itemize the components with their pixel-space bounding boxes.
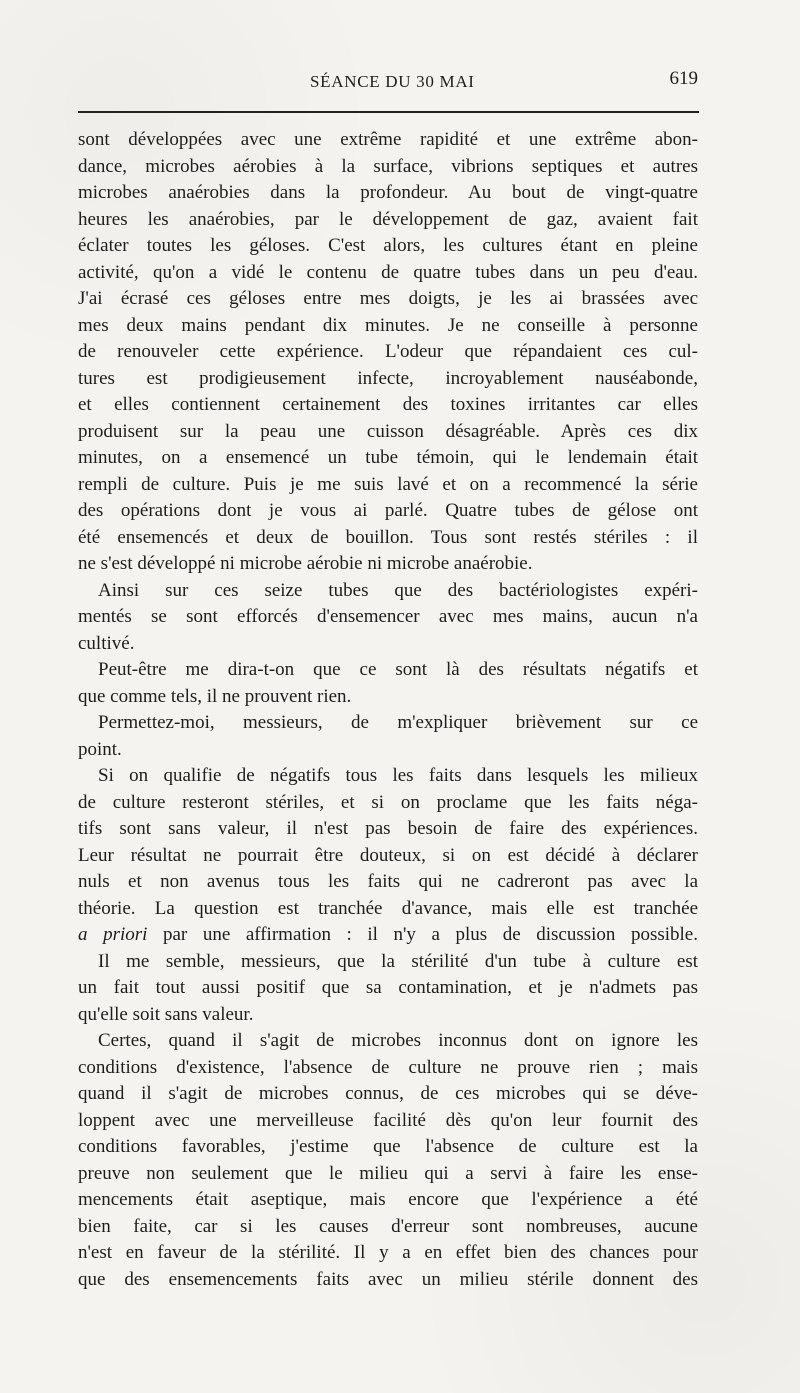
text-line: J'ai écrasé ces géloses entre mes doigts, je les ai brassées avec <box>78 288 698 309</box>
text-line: produisent sur la peau une cuisson désagréable. Après ces dix <box>78 420 698 442</box>
text-line: Si on qualifie de négatifs tous les faits dans lesquels les milieux <box>98 765 698 786</box>
running-title: SÉANCE DU 30 MAI <box>310 72 475 91</box>
text-line: mes deux mains pendant dix minutes. Je ne conseille à personne <box>78 314 698 336</box>
text-line: Ainsi sur ces seize tubes que des bactériologistes expéri- <box>98 579 698 601</box>
text-line: Leur résultat ne pourrait être douteux, si on est décidé à déclarer <box>78 844 698 866</box>
text-line: sont développées avec une extrême rapidité et une extrême abon- <box>78 129 698 150</box>
text-line: bien faite, car si les causes d'erreur sont nombreuses, aucune <box>78 1215 698 1237</box>
text-line: Permettez-moi, messieurs, de m'expliquer brièvement sur ce <box>98 712 698 733</box>
text-line: conditions favorables, j'estime que l'absence de culture est la <box>78 1136 698 1157</box>
text-line: des opérations dont je vous ai parlé. Quatre tubes de gélose ont <box>78 500 698 521</box>
text-line: rempli de culture. Puis je me suis lavé et on a recommencé la série <box>78 473 698 495</box>
text-line: Certes, quand il s'agit de microbes inconnus dont on ignore les <box>98 1030 698 1051</box>
italic-phrase: a priori <box>78 924 148 945</box>
text-line: heures les anaérobies, par le développement de gaz, avaient fait <box>78 208 698 230</box>
text-line: dance, microbes aérobies à la surface, vibrions septiques et autres <box>78 155 698 177</box>
text-line: été ensemencés et deux de bouillon. Tous sont restés stériles : il <box>78 526 698 548</box>
text-line: que comme tels, il ne prouvent rien. <box>78 685 352 707</box>
text-line <box>78 922 698 949</box>
text-line: Il me semble, messieurs, que la stérilité d'un tube à culture est <box>98 950 698 972</box>
text-line: un fait tout aussi positif que sa contamination, et je n'admets pas <box>78 977 698 998</box>
text-fragment: par une affirmation : il n'y a plus de discussion possible. <box>147 924 698 945</box>
text-line: point. <box>78 738 122 760</box>
text-line: de culture resteront stériles, et si on proclame que les faits néga- <box>78 791 698 813</box>
text-line: loppent avec une merveilleuse facilité dès qu'on leur fournit des <box>78 1109 698 1131</box>
text-line: tifs sont sans valeur, il n'est pas besoin de faire des expériences. <box>78 818 698 839</box>
text-line: que des ensemencements faits avec un milieu stérile donnent des <box>78 1268 698 1290</box>
text-line: preuve non seulement que le milieu qui a servi à faire les ense- <box>78 1162 698 1184</box>
text-line: mencements était aseptique, mais encore que l'expérience a été <box>78 1189 698 1210</box>
text-line: nuls et non avenus tous les faits qui ne cadreront pas avec la <box>78 871 698 892</box>
text-line: éclater toutes les géloses. C'est alors, les cultures étant en pleine <box>78 235 698 256</box>
body-text <box>78 127 698 1293</box>
text-line: activité, qu'on a vidé le contenu de quatre tubes dans un peu d'eau. <box>78 261 698 283</box>
text-line: n'est en faveur de la stérilité. Il y a en effet bien des chances pour <box>78 1242 698 1263</box>
header-rule <box>78 111 699 113</box>
text-line: ne s'est développé ni microbe aérobie ni microbe anaérobie. <box>78 553 533 574</box>
text-line: microbes anaérobies dans la profondeur. Au bout de vingt-quatre <box>78 182 698 203</box>
text-line: théorie. La question est tranchée d'avance, mais elle est tranchée <box>78 897 698 919</box>
text-line: Peut-être me dira-t-on que ce sont là des résultats négatifs et <box>98 659 698 680</box>
text-line: mentés se sont efforcés d'ensemencer avec mes mains, aucun n'a <box>78 606 698 627</box>
text-line: minutes, on a ensemencé un tube témoin, qui le lendemain était <box>78 447 698 468</box>
running-header <box>78 64 698 94</box>
page-number: 619 <box>669 68 698 89</box>
text-line: et elles contiennent certainement des toxines irritantes car elles <box>78 394 698 415</box>
text-line: quand il s'agit de microbes connus, de ces microbes qui se déve- <box>78 1083 698 1104</box>
text-line: qu'elle soit sans valeur. <box>78 1003 254 1025</box>
text-line: tures est prodigieusement infecte, incroyablement nauséabonde, <box>78 367 698 389</box>
text-line: cultivé. <box>78 632 135 654</box>
text-line: conditions d'existence, l'absence de culture ne prouve rien ; mais <box>78 1056 698 1078</box>
text-line: de renouveler cette expérience. L'odeur que répandaient ces cul- <box>78 341 698 362</box>
